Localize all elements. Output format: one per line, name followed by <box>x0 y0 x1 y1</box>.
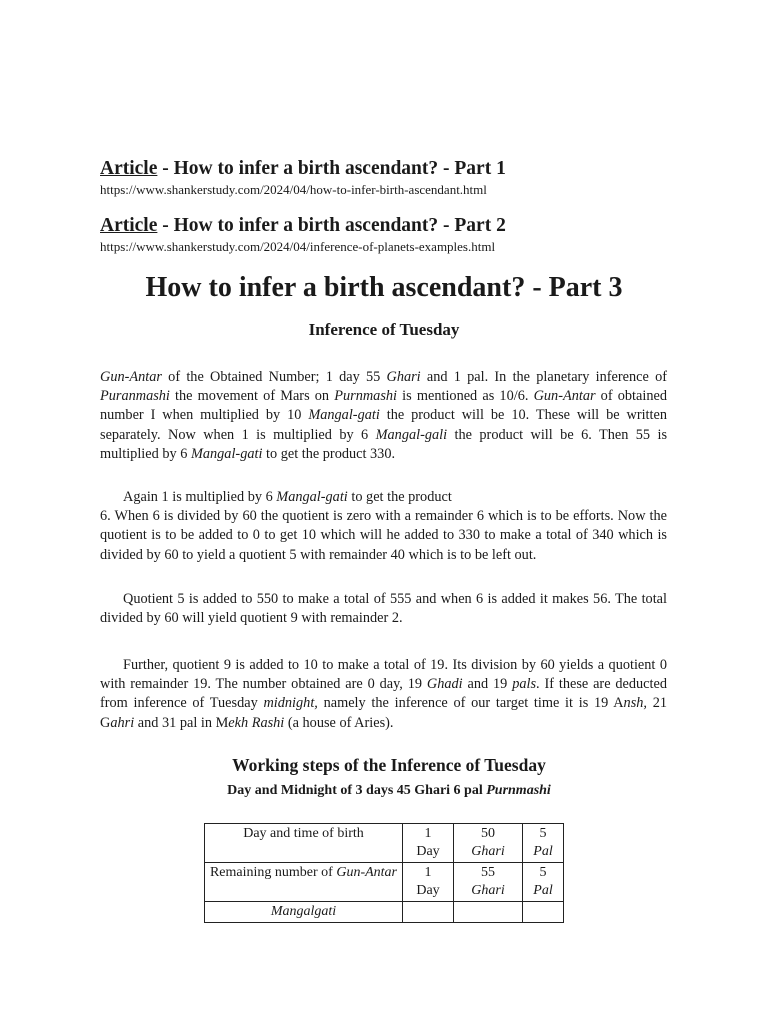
cell-value: 5 <box>539 865 547 880</box>
section-subtitle <box>0 782 768 800</box>
term: Ghadi <box>426 676 463 693</box>
article-label[interactable]: Article <box>100 158 158 179</box>
paragraph-2 <box>100 488 667 565</box>
term: nsh, <box>623 695 647 712</box>
article-label[interactable]: Article <box>100 215 158 236</box>
text: the movement of Mars on <box>169 388 335 405</box>
text: and 31 pal in M <box>134 714 229 731</box>
table-cell <box>454 863 523 902</box>
text: Remaining number of <box>209 865 337 880</box>
cell-value: 55 <box>481 865 495 880</box>
paragraph-2-first-line <box>100 488 667 507</box>
text: to get the product <box>347 489 452 505</box>
text: to get the product 330. <box>262 445 396 462</box>
text: and 19 <box>462 676 513 693</box>
article-url[interactable]: https://www.shankerstudy.com/2024/04/inference-of-planets-examples.html <box>100 239 496 254</box>
term: Purnmashi <box>486 783 551 798</box>
term: Purnmashi <box>334 388 398 405</box>
cell-value: 1 <box>424 826 432 841</box>
text: the product will be 6. Then 55 is multiplied by 6 <box>100 426 668 462</box>
cell-unit: Day <box>416 883 440 898</box>
text: the product will be 10. These will be written separately. Now when 1 is multiplied by 6 <box>100 407 667 443</box>
table-cell <box>403 824 454 863</box>
table-cell <box>403 863 454 902</box>
cell-unit: Pal <box>533 883 553 898</box>
table-cell-label <box>205 863 403 902</box>
text: . If these are deducted from inference of Tuesday <box>100 676 667 712</box>
paragraph-4 <box>100 656 667 733</box>
text: is mentioned as 10/6. <box>397 388 534 405</box>
text: of the Obtained Number; 1 day 55 <box>161 369 387 385</box>
table-row <box>205 902 564 923</box>
paragraph-2-body: 6. When 6 is divided by 60 the quotient is zero with a remainder 6 which is to be efforts. Now the quotient is to be added to 0 to get 10 which will he added to 330 to make a total of 340 which is divided by 60 to yield a quotient 5 with remainder 40 which is to be left out. <box>100 508 667 563</box>
table-cell-label: Day and time of birth <box>205 824 403 863</box>
section-title: Working steps of the Inference of Tuesday <box>232 755 546 775</box>
article-title-text: - How to infer a birth ascendant? - Part 1 <box>157 158 506 179</box>
article-title-text: - How to infer a birth ascendant? - Part 2 <box>157 215 506 236</box>
table-cell <box>523 902 564 923</box>
table-cell <box>454 824 523 863</box>
table-cell-label: Mangalgati <box>205 902 403 923</box>
text: Quotient 5 is added to 550 to make a total of 555 and when 6 is added it makes 56. The total divided by 60 will yield quotient 9 with remainder 2. <box>100 591 667 627</box>
term: Mangal-gati <box>276 489 348 505</box>
term: Puranmashi <box>100 388 170 405</box>
table-cell <box>454 902 523 923</box>
table-cell <box>523 863 564 902</box>
term: Gun-Antar <box>100 369 162 385</box>
article-link-title[interactable] <box>100 158 667 180</box>
cell-unit: Pal <box>533 844 553 859</box>
term: midnight, <box>263 695 318 712</box>
cell-value: 1 <box>424 865 432 880</box>
text: (a house of Aries). <box>284 714 394 731</box>
text: namely the inference of our target time it is 19 A <box>317 695 624 712</box>
cell-unit: Day <box>416 844 440 859</box>
article-link-part-2[interactable] <box>100 215 667 255</box>
term: Gun-Antar <box>336 865 398 880</box>
term: Mangal-gali <box>375 426 448 443</box>
page-title: How to infer a birth ascendant? - Part 3 <box>145 272 623 303</box>
article-url[interactable]: https://www.shankerstudy.com/2024/04/how-to-infer-birth-ascendant.html <box>100 182 487 197</box>
paragraph-3 <box>100 590 667 628</box>
table-row <box>205 863 564 902</box>
paragraph-1 <box>100 368 667 464</box>
page-subtitle: Inference of Tuesday <box>308 320 460 339</box>
text: and 1 pal. In the planetary inference of <box>420 369 667 385</box>
article-link-title[interactable] <box>100 215 667 237</box>
term: Mangal-gati <box>308 407 380 424</box>
term: ekh Rashi <box>228 714 285 731</box>
text: of obtained number I when multiplied by 10 <box>100 388 667 424</box>
term: Ghari <box>386 369 421 385</box>
term: ahri <box>110 714 135 731</box>
cell-value: 50 <box>481 826 495 841</box>
table-row <box>205 824 564 863</box>
working-steps-table <box>204 823 564 923</box>
text: 21 G <box>100 695 668 731</box>
cell-value: 5 <box>539 826 547 841</box>
text: Day and Midnight of 3 days 45 Ghari 6 pal <box>227 783 487 798</box>
cell-unit: Ghari <box>471 844 505 859</box>
cell-unit: Ghari <box>471 883 505 898</box>
text: Again 1 is multiplied by 6 <box>123 489 277 505</box>
term: Mangal-gati <box>190 445 263 462</box>
term: pals <box>512 676 537 693</box>
term: Gun-Antar <box>533 388 596 405</box>
table-cell <box>403 902 454 923</box>
article-link-part-1[interactable] <box>100 158 667 198</box>
text: Further, quotient 9 is added to 10 to make a total of 19. Its division by 60 yields a quotient 0 with remainder 19. The number obtained are 0 day, 19 <box>100 657 667 693</box>
table-cell <box>523 824 564 863</box>
